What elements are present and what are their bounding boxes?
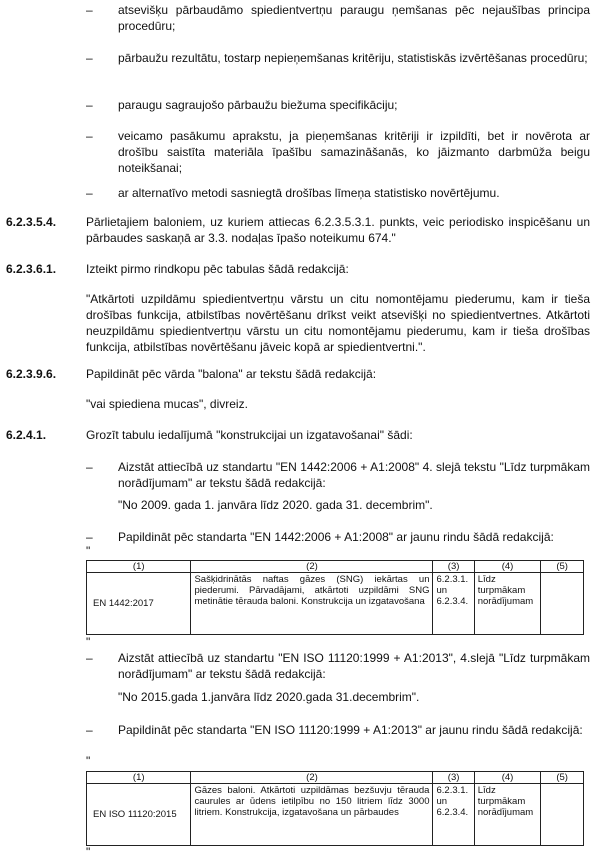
table-header-cell: (4)	[474, 772, 541, 784]
applicability-period: Līdz turpmākam norādījumam	[474, 573, 541, 635]
section-text: Pārlietajiem baloniem, uz kuriem attiecas 6.2.3.5.3.1. punkts, veic periodisko inspicēšanu un pārbaudes saskaņā ar 3.3. nodaļas īpašo noteikumu 674."	[86, 215, 590, 245]
table-row	[87, 784, 584, 846]
table-header-cell: (5)	[541, 772, 584, 784]
applicable-requirements: 6.2.3.1. un 6.2.3.4.	[433, 573, 474, 635]
quoted-text: "No 2009. gada 1. janvāra līdz 2020. gada 31. decembrim".	[118, 498, 433, 512]
bullet-item: ar alternatīvo metodi sasniegtā drošības līmeņa statistisko novērtējumu.	[118, 186, 500, 200]
standards-table	[86, 560, 584, 635]
bullet-dash: –	[86, 723, 93, 737]
section-text: Papildināt pēc vārda "balona" ar tekstu šādā redakcijā:	[86, 367, 377, 381]
amendment-item: Papildināt pēc standarta "EN ISO 11120:1999 + A1:2013" ar jaunu rindu šādā redakcijā:	[118, 723, 583, 737]
standard-title: Sašķidrinātās naftas gāzes (SNG) iekārtas un piederumi. Pārvadājami, atkārtoti uzpildāmi SNG metinātie tērauda baloni. Konstrukcija un izgatavošana	[191, 573, 433, 635]
table-header-cell: (1)	[87, 772, 191, 784]
section-number: 6.2.3.9.6.	[6, 367, 57, 381]
bullet-dash: –	[86, 3, 93, 17]
section-text: Grozīt tabulu iedalījumā "konstrukcijai un izgatavošanai" šādi:	[86, 428, 413, 442]
amendment-item: Papildināt pēc standarta "EN 1442:2006 + A1:2008" ar jaunu rindu šādā redakcijā:	[118, 530, 554, 544]
table-row	[87, 573, 584, 635]
section-number: 6.2.3.6.1.	[6, 262, 57, 276]
quoted-text: "vai spiediena mucas", divreiz.	[86, 397, 248, 411]
table-header-cell: (3)	[433, 561, 474, 573]
empty-cell	[541, 784, 584, 846]
amendment-item: Aizstāt attiecībā uz standartu "EN 1442:2006 + A1:2008" 4. slejā tekstu "Līdz turpmākam norādījumam" ar tekstu šādā redakcijā:	[118, 460, 590, 490]
table-header-row	[87, 772, 584, 784]
applicable-requirements: 6.2.3.1. un 6.2.3.4.	[433, 784, 474, 846]
standards-table	[86, 771, 584, 846]
bullet-item: pārbaužu rezultātu, tostarp nepieņemšanas kritēriju, statistiskās izvērtēšanas procedūru;	[118, 51, 588, 65]
section-text: Izteikt pirmo rindkopu pēc tabulas šādā redakcijā:	[86, 262, 349, 276]
empty-cell	[541, 573, 584, 635]
table-header-cell: (5)	[541, 561, 584, 573]
table-header-cell: (2)	[191, 772, 433, 784]
standard-reference: EN ISO 11120:2015	[87, 784, 191, 846]
table-header-cell: (4)	[474, 561, 541, 573]
bullet-dash: –	[86, 51, 93, 65]
section-number: 6.2.4.1.	[6, 428, 47, 442]
bullet-item: atsevišķu pārbaudāmo spiedientvertņu paraugu ņemšanas pēc nejaušības principa procedūru;	[118, 3, 590, 33]
standard-title: Gāzes baloni. Atkārtoti uzpildāmas bezšuvju tērauda caurules ar ūdens ietilpību no 150 litriem līdz 3000 litriem. Konstrukcija, izgatavošana un pārbaudes	[191, 784, 433, 846]
bullet-item: paraugu sagraujošo pārbaužu biežuma specifikāciju;	[118, 98, 398, 112]
amendment-item: Aizstāt attiecībā uz standartu "EN ISO 11120:1999 + A1:2013", 4.slejā "Līdz turpmākam norādījumam" ar tekstu šādā redakcijā:	[118, 651, 590, 681]
bullet-dash: –	[86, 129, 93, 143]
table-header-cell: (2)	[191, 561, 433, 573]
table-header-cell: (3)	[433, 772, 474, 784]
bullet-dash: –	[86, 530, 93, 544]
section-number: 6.2.3.5.4.	[6, 215, 57, 229]
bullet-item: veicamo pasākumu aprakstu, ja pieņemšanas kritēriji ir izpildīti, bet ir novērota ar drošību saistīta materiāla īpašību samazināšanās, ko jāizmanto darbmūža beigu noteikšanai;	[118, 129, 590, 175]
standard-reference: EN 1442:2017	[87, 573, 191, 635]
quote-mark: "	[86, 754, 91, 768]
table-header-cell: (1)	[87, 561, 191, 573]
bullet-dash: –	[86, 651, 93, 665]
quote-mark: "	[86, 845, 91, 859]
quoted-text: "Atkārtoti uzpildāmu spiedientvertņu vārstu un citu nomontējamu piederumu, kam ir tieša drošības funkcija, atbilstības novērtēšanu drīkst veikt atsevišķi no spiedientvertnes. Atkārtoti neuzpildāmu spiedientvertņu vārstu un citu nomontējamu piederumu, kam ir tieša drošības funkcija, atbilstības novērtēšanu jāveic kopā ar spiedientvertni.".	[86, 292, 590, 354]
table-header-row	[87, 561, 584, 573]
bullet-dash: –	[86, 98, 93, 112]
bullet-dash: –	[86, 186, 93, 200]
quote-mark: "	[86, 635, 91, 649]
quote-mark: "	[86, 544, 91, 558]
applicability-period: Līdz turpmākam norādījumam	[474, 784, 541, 846]
bullet-dash: –	[86, 460, 93, 474]
quoted-text: "No 2015.gada 1.janvāra līdz 2020.gada 31.decembrim".	[118, 690, 420, 704]
